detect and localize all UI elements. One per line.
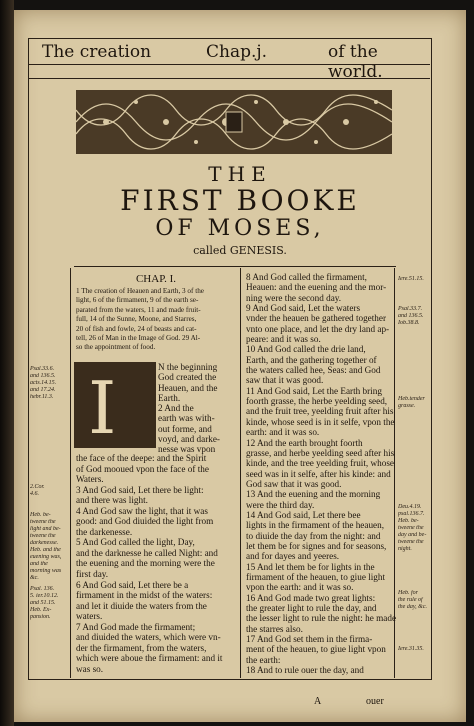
- margin-note-line: morning was: [30, 568, 62, 574]
- verse-line: nesse was vpon: [158, 444, 216, 455]
- verse-line: peare: and it was so.: [246, 334, 321, 345]
- initial-letter: I: [88, 366, 117, 450]
- title-called-genesis: called GENESIS.: [193, 244, 287, 257]
- margin-note-line: and 51.15.: [30, 600, 56, 606]
- verse-line: were the third day.: [246, 499, 315, 510]
- verse-line: kinde, whose seed is in it selfe, vpon the: [246, 416, 395, 427]
- verse-line: the waters called hee, Seas: and God: [246, 365, 381, 376]
- margin-note-line: Deu.4.19.: [398, 504, 422, 510]
- verse-line: to diuide the day from the night: and: [246, 530, 381, 541]
- verse-line: ning were the second day.: [246, 292, 342, 303]
- margin-note-line: and 136.5.: [398, 313, 424, 319]
- verse-line: 17 And God set them in the firma-: [246, 634, 373, 645]
- margin-note-line: hebr.11.3.: [30, 394, 54, 400]
- verse-line: lights in the firmament of the heauen,: [246, 520, 385, 531]
- verse-text-right: [246, 272, 396, 675]
- verse-line: seed was in it selfe, after his kinde: and: [246, 468, 391, 479]
- margin-note-line: euening was,: [30, 554, 62, 560]
- verse-line: earth: and it was so.: [246, 427, 320, 438]
- verse-line: 18 And to rule ouer the day, and: [246, 665, 364, 676]
- summary-line: 1 The creation of Heauen and Earth, 3 of the: [76, 287, 204, 295]
- verse-line: Heauen, and the: [158, 382, 218, 393]
- verse-line: good: and God diuided the light from: [76, 516, 214, 527]
- verse-line: which were aboue the firmament: and it: [76, 653, 223, 664]
- margin-note-right-4: [398, 504, 432, 553]
- margin-note-left-2: [30, 484, 70, 498]
- margin-note-line: Heb. Ex-: [30, 607, 52, 613]
- margin-note-line: 2.Cor.: [30, 484, 45, 490]
- margin-note-line: Psal.33.6.: [30, 366, 55, 372]
- verse-line: 14 And God said, Let there bee: [246, 509, 361, 520]
- verse-line: vnto one place, and let the dry land ap-: [246, 323, 390, 334]
- margin-note-line: the rule of: [398, 597, 423, 603]
- verse-line: 2 And the: [158, 403, 194, 414]
- margin-note-line: tweene the: [30, 533, 56, 539]
- title-the: THE: [208, 162, 272, 186]
- verse-line: and for dayes and yeeres.: [246, 551, 340, 562]
- margin-note-right-3: [398, 396, 432, 410]
- margin-note-line: light and be-: [30, 526, 61, 532]
- decorated-initial: [74, 362, 156, 448]
- margin-note-line: the day, &c.: [398, 604, 427, 610]
- margin-note-right-5: [398, 590, 432, 611]
- running-head-right: of the world.: [328, 42, 383, 82]
- verse-line: the face of the deepe: and the Spirit: [76, 453, 207, 463]
- running-head-left: The creation: [42, 42, 152, 62]
- verse-line: let them be for signes and for seasons,: [246, 540, 387, 551]
- margin-note-left-3: [30, 512, 70, 582]
- verse-line: the greater light to rule the day, and: [246, 603, 377, 613]
- verse-line: 13 And the euening and the morning: [246, 489, 381, 500]
- summary-line: light, 6 of the firmament, 9 of the earth se-: [76, 296, 199, 305]
- margin-note-line: 4.6.: [30, 491, 39, 497]
- summary-line: tell, 26 of Man in the Image of God. 29 Al-: [76, 334, 201, 343]
- verse-line: Waters.: [76, 474, 104, 485]
- summary-line: parated from the waters, 11 and made fruit-: [76, 305, 201, 314]
- margin-note-right-2: [398, 306, 432, 327]
- verse-line: 4 And God saw the light, that it was: [76, 505, 208, 516]
- verse-line: 11 And God said, Let the Earth bring: [246, 385, 382, 396]
- summary-line: 20 of fish and fowle, 24 of beasts and cat-: [76, 324, 197, 333]
- verse-line: the starres also.: [246, 623, 303, 634]
- margin-note-line: Psal. 136.: [30, 586, 55, 592]
- margin-note-line: tweene the: [398, 525, 424, 531]
- title-of-moses: OF MOSES,: [155, 216, 325, 241]
- summary-block: [76, 287, 236, 353]
- running-head: [28, 40, 428, 82]
- verse-line: Heauen: and the euening and the mor-: [246, 282, 387, 293]
- head-rule: [28, 64, 430, 65]
- verse-line: firmament of the heauen, to giue light: [246, 571, 386, 582]
- verse-line: 7 And God made the firmament;: [76, 621, 196, 632]
- margin-note-line: acts.14.15.: [30, 380, 57, 386]
- summary-line: full, 14 of the Sunne, Moone, and Starres,: [76, 315, 197, 324]
- running-head-chapter: Chap.j.: [206, 42, 268, 62]
- verse-line: the lesser light to rule the night: he made: [246, 613, 396, 624]
- verse-line: kinde, and the tree yeelding fruit, whose: [246, 458, 394, 469]
- margin-note-line: Iob.38.8.: [398, 320, 420, 326]
- book-page: [14, 10, 466, 722]
- margin-note-line: and 136.5.: [30, 373, 56, 379]
- verse-line: Earth.: [158, 392, 181, 403]
- chapter-heading: CHAP. I.: [135, 273, 177, 285]
- verse-line: out forme, and: [158, 423, 212, 434]
- verse-line: 6 And God said, Let there be a: [76, 579, 189, 590]
- head-rule-2: [28, 78, 430, 79]
- verse-line: 3 And God said, Let there be light:: [76, 484, 204, 495]
- verse-line: Earth, and the gathering together of: [246, 354, 377, 365]
- verse-line: was so.: [76, 663, 104, 674]
- verse-line: voyd, and darke-: [158, 434, 220, 445]
- verse-line: and the fruit tree, yeelding fruit after his: [246, 406, 394, 417]
- margin-note-right-1: [398, 276, 432, 283]
- verse-line: waters.: [76, 611, 103, 622]
- margin-note-line: Heb. be-: [30, 512, 51, 518]
- ornamental-headpiece: [76, 90, 392, 154]
- left-margin-rule: [70, 268, 71, 678]
- verse-line: vpon the earth: and it was so.: [246, 582, 354, 593]
- verse-line: 16 And God made two great lights:: [246, 592, 376, 603]
- verse-line: and the darknesse he called Night: and: [76, 547, 218, 558]
- book-gutter: [0, 0, 14, 726]
- catchword: ouer: [366, 696, 384, 707]
- verse-line: grasse, and herbe yeelding seed after his: [246, 447, 395, 458]
- column-divider: [240, 268, 241, 678]
- verse-line: N the beginning: [158, 362, 218, 372]
- verse-line: 5 And God called the light, Day,: [76, 537, 195, 548]
- margin-note-line: and 17.24.: [30, 387, 56, 393]
- margin-note-line: 5. ier.10.12.: [30, 593, 59, 599]
- margin-note-line: pansion.: [30, 614, 51, 620]
- verse-line: 15 And let them be for lights in the: [246, 561, 375, 572]
- verse-line: and let it diuide the waters from the: [76, 600, 207, 611]
- title-first-booke: FIRST BOOKE: [120, 184, 360, 217]
- verse-line: firmament in the midst of the waters:: [76, 590, 213, 601]
- verse-line: vnder the heauen be gathered together: [246, 313, 387, 324]
- verse-line: der the firmament, from the waters,: [76, 642, 207, 653]
- verse-line: 10 And God called the drie land,: [246, 344, 366, 355]
- verse-line: 8 And God called the firmament,: [246, 272, 367, 282]
- margin-note-line: Psal.33.7.: [398, 306, 423, 312]
- margin-note-line: tweene the: [398, 539, 424, 545]
- verse-line: 12 And the earth brought foorth: [246, 437, 363, 448]
- verse-line: foorth grasse, the herbe yeelding seed,: [246, 396, 388, 407]
- verse-line: God saw that it was good.: [246, 478, 342, 489]
- margin-note-line: tweene the: [30, 519, 56, 525]
- margin-note-line: Iere.51.15.: [398, 276, 424, 282]
- verse-line: of God mooued vpon the face of the: [76, 463, 209, 474]
- signature-mark: A: [314, 696, 322, 707]
- verse-line: ment of the heauen, to giue light vpon: [246, 644, 386, 655]
- verse-text-top: [158, 362, 240, 455]
- title-rule: [74, 266, 396, 267]
- verse-line: and diuided the waters, which were vn-: [76, 632, 221, 643]
- margin-note-left-4: [30, 586, 70, 621]
- margin-note-line: &c.: [30, 575, 39, 581]
- margin-note-line: Heb. be-: [398, 518, 419, 524]
- verse-line: the euening and the morning were the: [76, 558, 215, 569]
- verse-line: God created the: [158, 372, 217, 383]
- summary-line: so the appointment of food.: [76, 343, 156, 352]
- verse-line: and there was light.: [76, 495, 148, 506]
- margin-note-line: grasse.: [398, 403, 416, 409]
- margin-note-line: night.: [398, 546, 412, 552]
- margin-note-right-6: [398, 646, 432, 653]
- margin-note-line: darkenesse.: [30, 540, 59, 546]
- chapter-summary: [76, 272, 236, 353]
- margin-note-line: Heb.tender: [398, 396, 425, 402]
- margin-note-line: psal.136.7.: [398, 511, 425, 517]
- margin-note-line: and the: [30, 561, 48, 567]
- margin-note-left-1: [30, 366, 70, 401]
- verse-line: the earth:: [246, 654, 281, 665]
- verse-line: saw that it was good.: [246, 375, 324, 386]
- margin-note-line: Heb. for: [398, 590, 418, 596]
- margin-note-line: Iere.31.35.: [398, 646, 424, 652]
- margin-note-line: Heb. and the: [30, 547, 61, 553]
- margin-note-line: day and be-: [398, 532, 427, 538]
- verse-line: earth was with-: [158, 413, 215, 424]
- verse-text-left: [76, 453, 236, 674]
- verse-line: the darkenesse.: [76, 526, 133, 537]
- verse-line: 9 And God said, Let the waters: [246, 303, 361, 314]
- verse-line: first day.: [76, 569, 109, 580]
